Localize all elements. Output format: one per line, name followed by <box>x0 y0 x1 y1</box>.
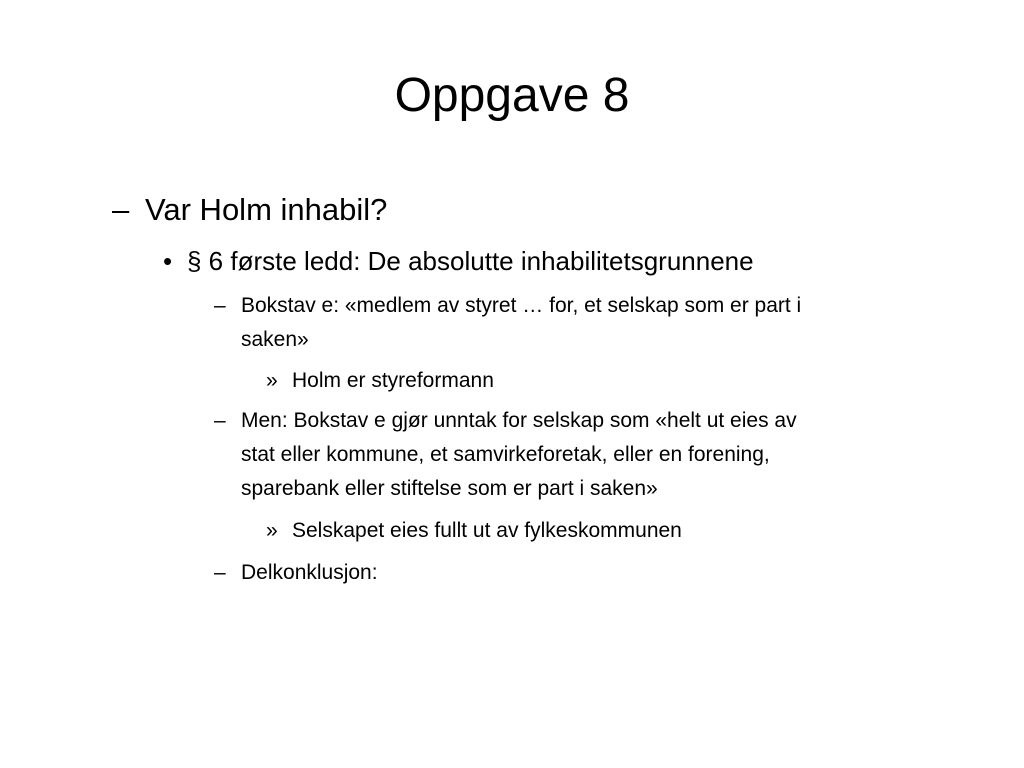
list-item-forste-ledd <box>163 244 963 278</box>
list-item-text-line-2: stat eller kommune, et samvirkeforetak, eller en forening, <box>241 443 770 466</box>
dash-marker: – <box>214 294 226 317</box>
list-item-men-unntak <box>214 404 974 506</box>
dash-marker: – <box>214 409 226 432</box>
bullet-marker: • <box>163 246 173 276</box>
slide-title: Oppgave 8 <box>394 69 630 122</box>
list-item-text-line-1: Bokstav e: «medlem av styret … for, et selskap som er part i <box>241 294 802 317</box>
list-item-selskapet-eies <box>266 514 866 548</box>
list-item-text: Var Holm inhabil? <box>145 192 388 227</box>
dash-marker: – <box>214 561 226 584</box>
list-item-text-line-2: saken» <box>241 328 309 351</box>
list-item-text: Delkonklusjon: <box>241 561 378 584</box>
list-item-text: § 6 første ledd: De absolutte inhabilitetsgrunnene <box>187 246 754 276</box>
list-item-delkonklusjon <box>214 556 814 590</box>
list-item-var-holm-inhabil <box>112 190 912 230</box>
double-chevron-marker: » <box>266 369 278 392</box>
list-item-text-line-3: sparebank eller stiftelse som er part i saken» <box>241 477 658 500</box>
list-item-text: Holm er styreformann <box>292 369 494 392</box>
double-chevron-marker: » <box>266 519 278 542</box>
list-item-bokstav-e <box>214 289 974 357</box>
list-item-text-line-1: Men: Bokstav e gjør unntak for selskap som «helt ut eies av <box>241 409 797 432</box>
dash-marker: – <box>112 192 130 227</box>
list-item-text: Selskapet eies fullt ut av fylkeskommunen <box>292 519 682 542</box>
list-item-holm-styreformann <box>266 364 866 398</box>
